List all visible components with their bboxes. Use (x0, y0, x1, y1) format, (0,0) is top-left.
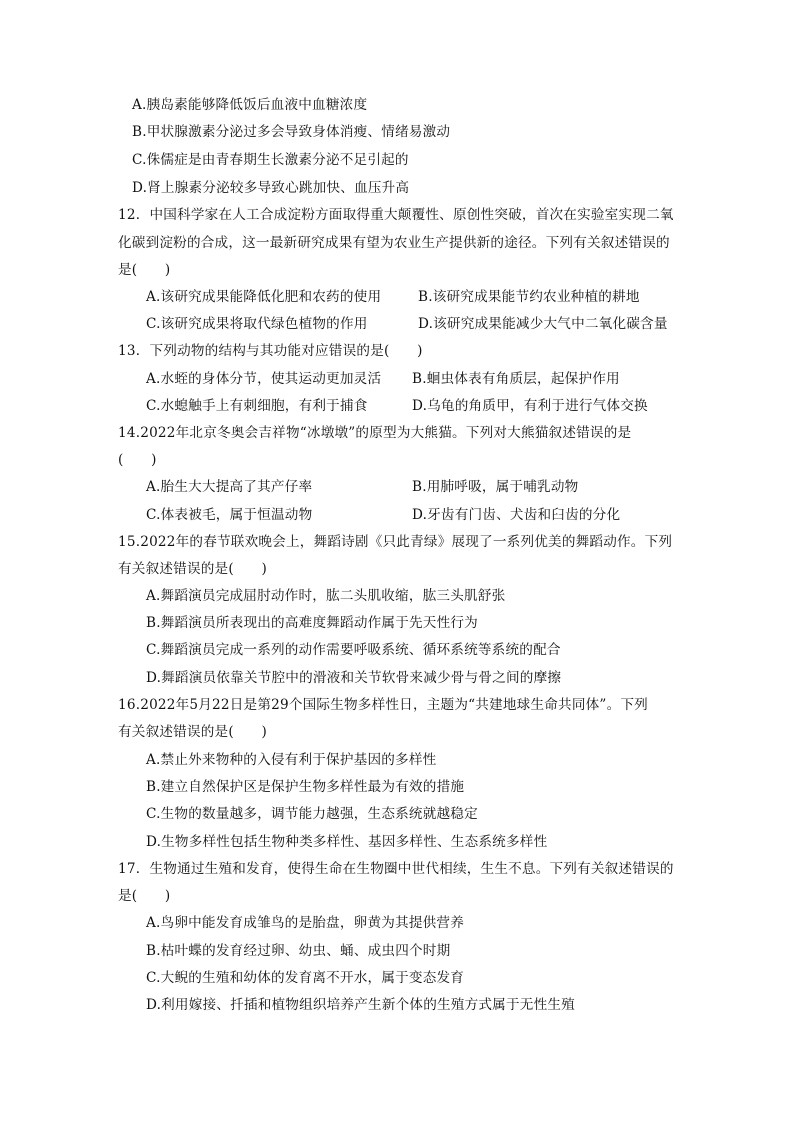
q15-option-d: D.舞蹈演员依靠关节腔中的滑液和关节软骨来减少骨与骨之间的摩擦 (146, 670, 562, 686)
q12-stem-line-2: 化碳到淀粉的合成，这一最新研究成果有望为农业生产提供新的途径。下列有关叙述错误的 (118, 235, 670, 251)
q16-option-c: C.生物的数量越多，调节能力越强，生态系统就越稳定 (146, 806, 478, 822)
q13-option-d: D.乌龟的角质甲，有利于进行气体交换 (412, 398, 648, 414)
q17-option-c: C.大鲵的生殖和幼体的发育离不开水，属于变态发育 (146, 970, 465, 986)
q16-stem-line-2: 有关叙述错误的是( ) (118, 724, 267, 740)
q13-stem-line-1: 13．下列动物的结构与其功能对应错误的是( ) (118, 343, 423, 359)
q12-stem-line-3: 是( ) (118, 262, 171, 278)
q12-stem-line-1: 12．中国科学家在人工合成淀粉方面取得重大颠覆性、原创性突破，首次在实验室实现二氧 (118, 207, 674, 223)
q15-option-c: C.舞蹈演员完成一系列的动作需要呼吸系统、循环系统等系统的配合 (146, 642, 561, 658)
q14-option-b: B.用肺呼吸，属于哺乳动物 (412, 479, 579, 495)
q16-stem-line-1: 16.2022年5月22日是第29个国际生物多样性日，主题为“共建地球生命共同体”。下列 (118, 697, 648, 713)
q12-option-a: A.该研究成果能降低化肥和农药的使用 (146, 289, 382, 305)
q17-option-b: B.枯叶蝶的发育经过卵、幼虫、蛹、成虫四个时期 (146, 943, 451, 959)
q14-option-a: A.胎生大大提高了其产仔率 (146, 479, 313, 495)
q11-option-a: A.胰岛素能够降低饭后血液中血糖浓度 (132, 97, 368, 113)
q16-option-b: B.建立自然保护区是保护生物多样性最为有效的措施 (146, 779, 465, 795)
q17-option-a: A.鸟卵中能发育成雏鸟的是胎盘，卵黄为其提供营养 (146, 915, 464, 931)
q11-option-b: B.甲状腺激素分泌过多会导致身体消瘦、情绪易激动 (132, 124, 451, 140)
q13-option-c: C.水螅触手上有刺细胞，有利于捕食 (146, 398, 368, 414)
q15-stem-line-2: 有关叙述错误的是( ) (118, 561, 267, 577)
q11-option-c: C.侏儒症是由青春期生长激素分泌不足引起的 (132, 152, 409, 168)
q12-option-d: D.该研究成果能减少大气中二氧化碳含量 (418, 316, 668, 332)
q16-option-d: D.生物多样性包括生物种类多样性、基因多样性、生态系统多样性 (146, 834, 548, 850)
q12-option-c: C.该研究成果将取代绿色植物的作用 (146, 316, 368, 332)
q14-option-d: D.牙齿有门齿、犬齿和臼齿的分化 (412, 507, 621, 523)
q13-option-b: B.蛔虫体表有角质层，起保护作用 (412, 371, 620, 387)
q17-stem-line-1: 17．生物通过生殖和发育，使得生命在生物圈中世代相续，生生不息。下列有关叙述错误的 (118, 861, 674, 877)
q15-stem-line-1: 15.2022年的春节联欢晚会上，舞蹈诗剧《只此青绿》展现了一系列优美的舞蹈动作。下列 (118, 534, 673, 550)
q15-option-a: A.舞蹈演员完成屈肘动作时，肱二头肌收缩，肱三头肌舒张 (146, 588, 506, 604)
q12-option-b: B.该研究成果能节约农业种植的耕地 (418, 289, 640, 305)
q14-stem-line-1: 14.2022年北京冬奥会吉祥物“冰墩墩”的原型为大熊猫。下列对大熊猫叙述错误的是 (118, 425, 632, 441)
q11-option-d: D.肾上腺素分泌较多导致心跳加快、血压升高 (132, 180, 410, 196)
q14-stem-line-2: ( ) (118, 452, 157, 468)
q16-option-a: A.禁止外来物种的入侵有利于保护基因的多样性 (146, 752, 437, 768)
q15-option-b: B.舞蹈演员所表现出的高难度舞蹈动作属于先天性行为 (146, 615, 478, 631)
q14-option-c: C.体表被毛，属于恒温动物 (146, 507, 313, 523)
q17-stem-line-2: 是( ) (118, 888, 171, 904)
q13-option-a: A.水蛭的身体分节，使其运动更加灵活 (146, 371, 382, 387)
q17-option-d: D.利用嫁接、扦插和植物组织培养产生新个体的生殖方式属于无性生殖 (146, 997, 575, 1013)
